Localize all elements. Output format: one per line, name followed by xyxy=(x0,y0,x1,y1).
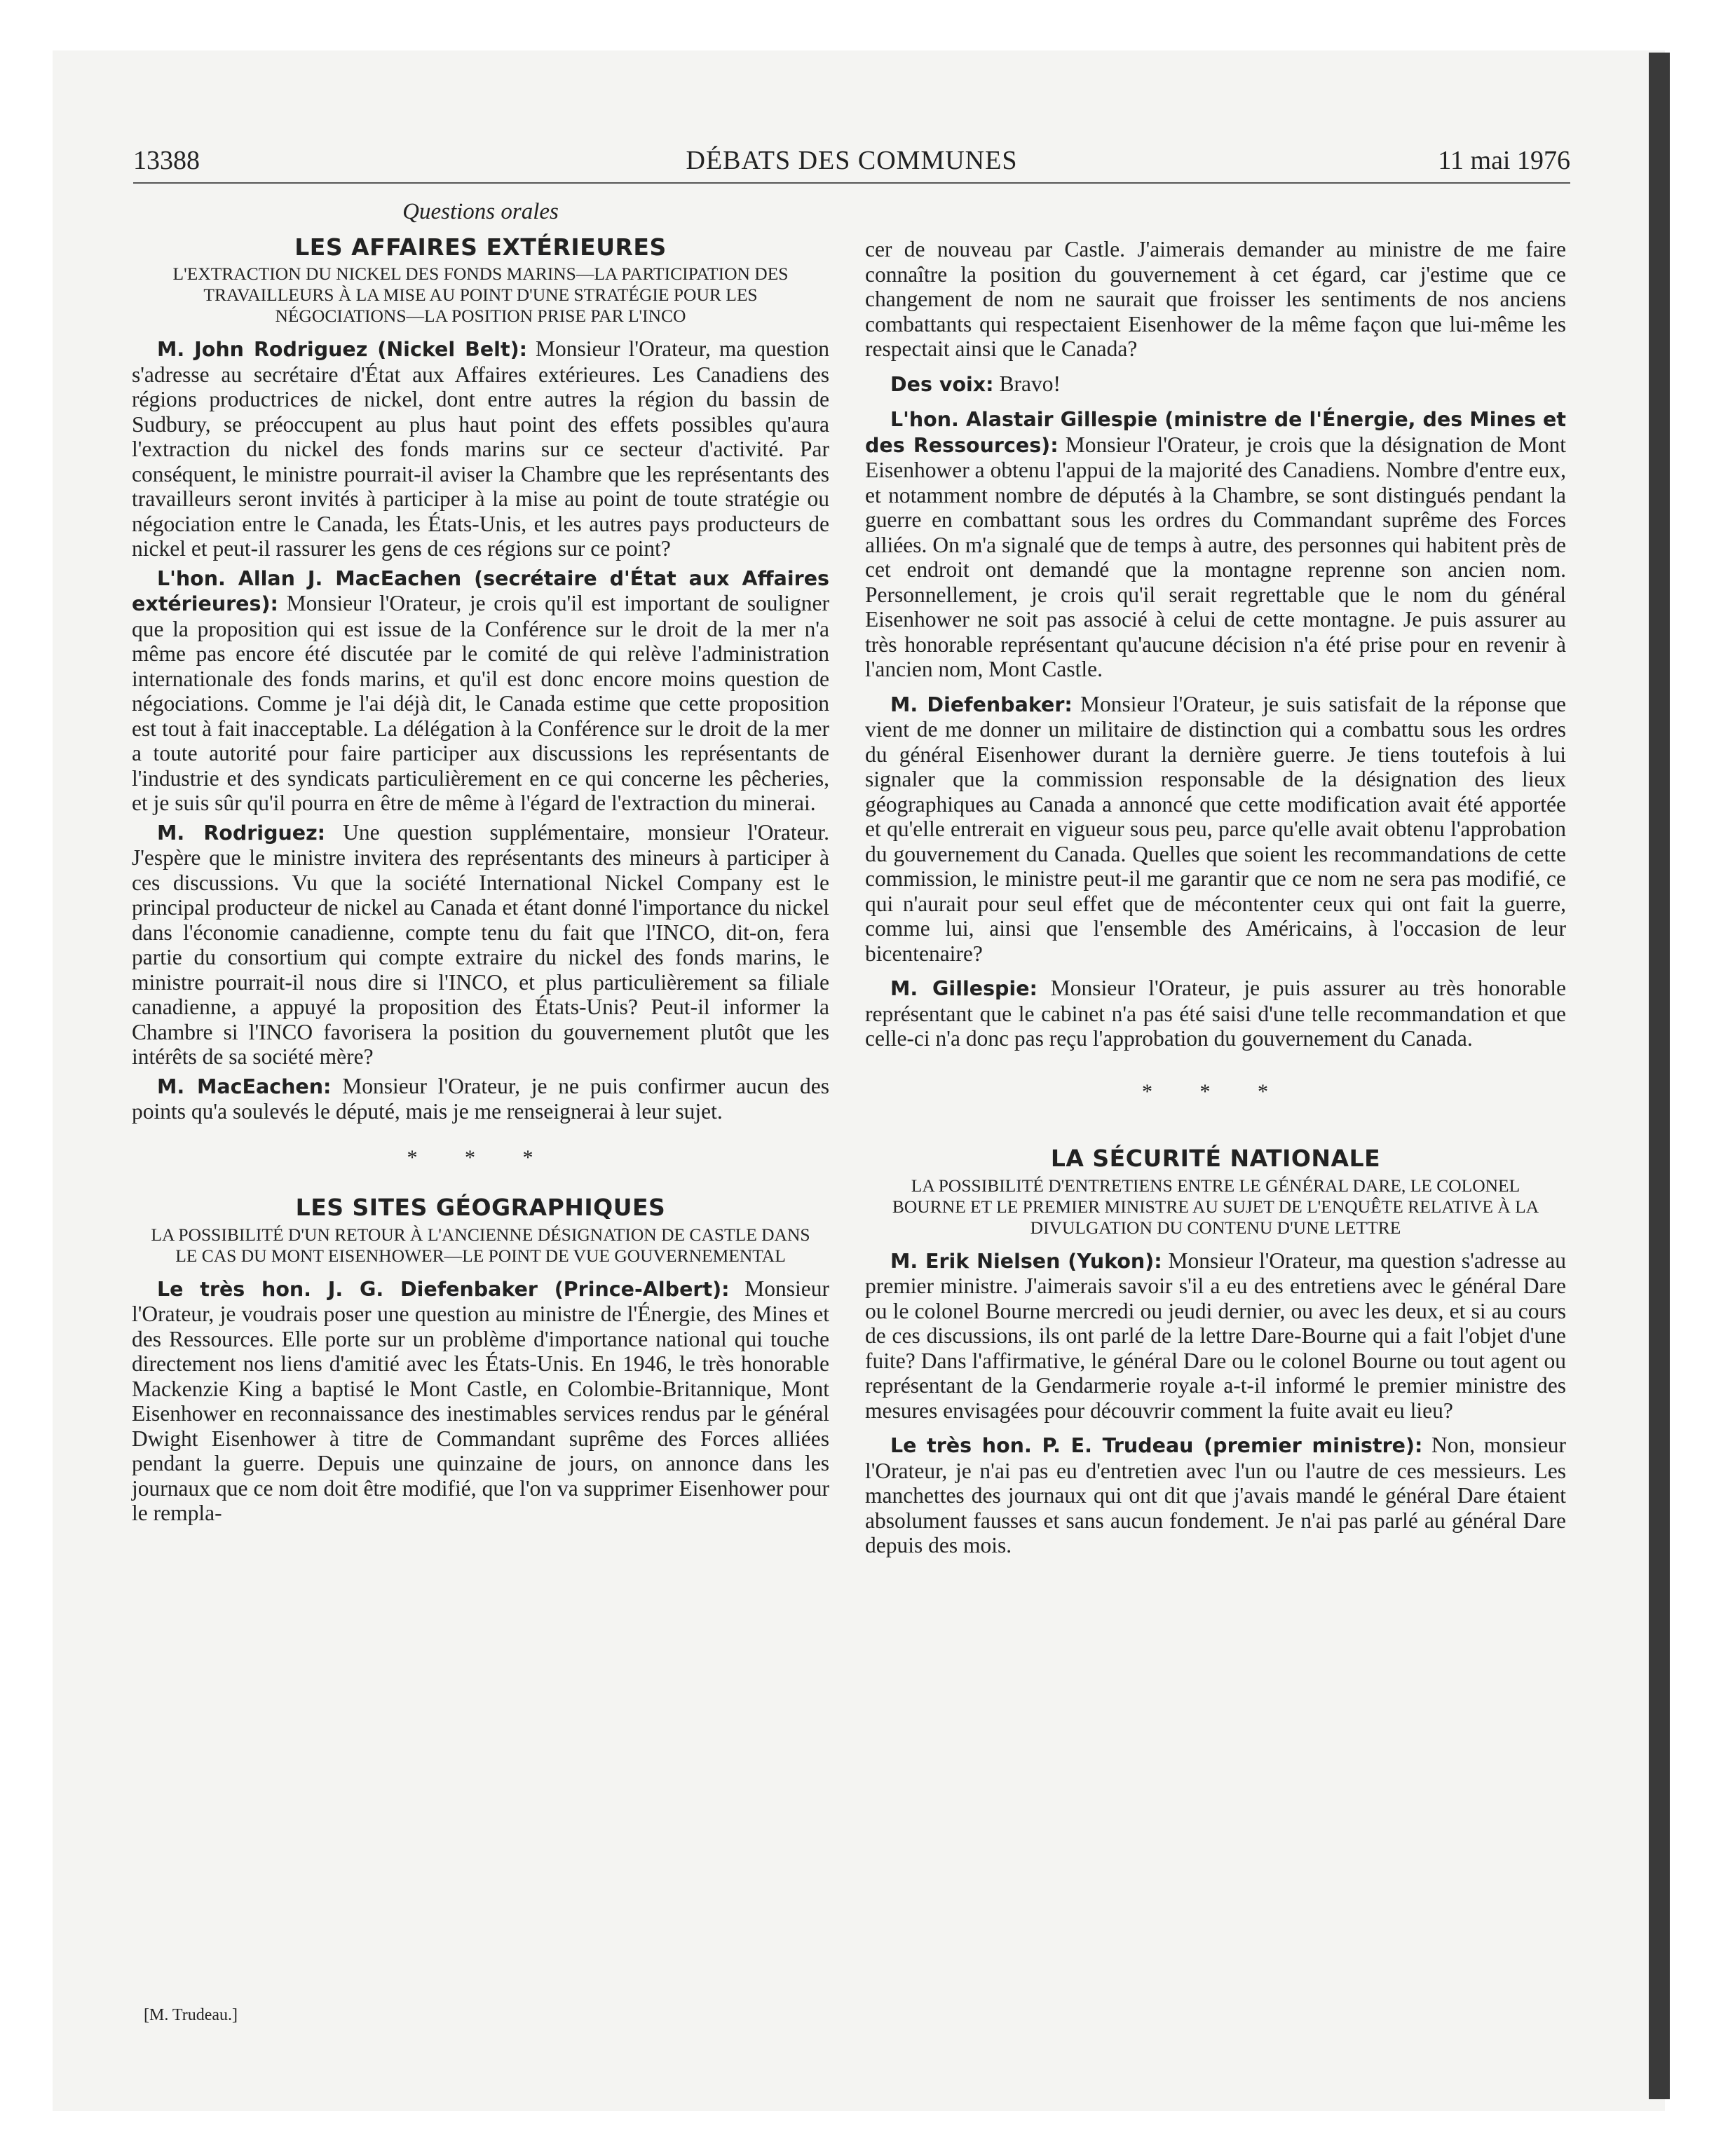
scan-edge-bar xyxy=(1649,53,1670,2099)
section-title-national-security: LA SÉCURITÉ NATIONALE xyxy=(1050,1145,1381,1172)
speech-text: Monsieur l'Orateur, je crois qu'il est important de souligner que la proposition qui est issue de la Conférence sur le droit de la mer n'a même pas encore été discutée par le comité de qui relève l'administration internationale des fonds marins, et qu'il est donc encore moins question de négociations. Comme je l'ai déjà dit, le Canada estime que cette proposition est tout à fait inacceptable. La délégation à la Conférence sur le droit de la mer a toute autorité pour faire participer aux discussions les représentants de l'industrie et des syndicats particulièrement en ce qui concerne les pêcheries, et je suis sûr qu'il pourra en être de même à l'égard de l'extraction du minerai. xyxy=(132,591,829,815)
speech-text: Monsieur l'Orateur, je suis satisfait de la réponse que vient de me donner un militaire de distinction qui a combattu sous les ordres du général Eisenhower durant la dernière guerre. Je tiens toutefois à lui signaler que la commission responsable de la désignation des lieux géographiques au Canada a annoncé que cette modification avait été apportée et qu'elle entrerait en vigueur sous peu, parce qu'elle avait obtenu l'approbation du gouvernement du Canada. Quelles que soient les recommandations de cette commission, le ministre peut-il me garantir que ce nom ne sera pas modifié, ce qui n'aurait pour seul effet que de mécontenter ceux qui ont fait la guerre, comme lui, ainsi que l'ensemble des Américains, à l'occasion de leur bicentenaire? xyxy=(865,691,1566,966)
page-title: DÉBATS DES COMMUNES xyxy=(686,146,1018,175)
section-separator: * * * xyxy=(407,1145,554,1169)
paragraph-gillespie-2 xyxy=(865,976,1566,1051)
footer-next-speaker: [M. Trudeau.] xyxy=(144,2006,238,2024)
speaker-name: Des voix: xyxy=(890,372,994,396)
right-column xyxy=(865,237,1566,1562)
speaker-name: M. Gillespie: xyxy=(890,977,1037,1000)
speaker-name: Le très hon. J. G. Diefenbaker (Prince-Albert): xyxy=(157,1277,730,1301)
speech-text: Bravo! xyxy=(993,371,1061,396)
speaker-name: M. MacEachen: xyxy=(157,1074,332,1098)
section-subtitle-geographic-sites: LA POSSIBILITÉ D'UN RETOUR À L'ANCIENNE DÉSIGNATION DE CASTLE DANS LE CAS DU MONT EISENHOWER—LE POINT DE VUE GOUVERNEMENTAL xyxy=(151,1224,810,1266)
speech-text: Non, monsieur l'Orateur, je n'ai pas eu d'entretien avec l'un ou l'autre de ces messieurs. Les manchettes des journaux qui ont dit que j'avais mandé le général Dare étaient absolument fausses et sans aucun fondement. Je n'ai pas parlé au général Dare depuis des mois. xyxy=(865,1433,1567,1557)
speaker-name: L'hon. Alastair Gillespie (ministre de l'Énergie, des Mines et des Ressources): xyxy=(865,408,1566,457)
speaker-name: M. Diefenbaker: xyxy=(890,692,1073,716)
paragraph-gillespie-1 xyxy=(865,407,1566,682)
paragraph-continuation: cer de nouveau par Castle. J'aimerais demander au ministre de me faire connaître la position du gouvernement à cet égard, car j'estime que ce changement de nom ne saurait que froisser les sentiments de nos anciens combattants qui respectaient Eisenhower de la même façon que lui-même les respectait ainsi que le Canada? xyxy=(865,237,1566,361)
section-title-geographic-sites: LES SITES GÉOGRAPHIQUES xyxy=(295,1194,666,1221)
left-column xyxy=(132,200,829,1530)
section-subtitle-foreign-affairs: L'EXTRACTION DU NICKEL DES FONDS MARINS—LA PARTICIPATION DES TRAVAILLEURS À LA MISE AU POINT D'UNE STRATÉGIE POUR LES NÉGOCIATIONS—LA POSITION PRISE PAR L'INCO xyxy=(172,264,789,326)
paragraph-diefenbaker-2 xyxy=(865,692,1566,967)
paragraph-maceachen-1 xyxy=(132,566,829,816)
page-header xyxy=(133,144,1570,184)
speaker-name: M. Rodriguez: xyxy=(157,821,326,845)
paragraph-maceachen-2 xyxy=(132,1074,829,1124)
subheading-oral-questions: Questions orales xyxy=(402,199,559,224)
speaker-name: Le très hon. P. E. Trudeau (premier ministre): xyxy=(890,1434,1423,1457)
speaker-name: M. Erik Nielsen (Yukon): xyxy=(890,1249,1162,1273)
paragraph-rodriguez-1 xyxy=(132,336,829,561)
speech-text: Une question supplémentaire, monsieur l'Orateur. J'espère que le ministre invitera des représentants des mineurs à participer à ces discussions. Vu que la société International Nickel Company est le principal producteur de nickel au Canada et étant donné l'importance du nickel dans l'économie canadienne, compte tenu du fait que l'INCO, dit-on, fera partie du consortium qui compte extraire du nickel des fonds marins, le ministre pourrait-il nous dire si l'INCO, et plus particulièrement sa filiale canadienne, a appuyé la proposition des États-Unis? Peut-il informer la Chambre si l'INCO favorisera la position du gouvernement plutôt que les intérêts de sa société mère? xyxy=(132,819,829,1069)
section-separator: * * * xyxy=(1142,1079,1289,1103)
speech-text: Monsieur l'Orateur, je puis assurer au très honorable représentant que le cabinet n'a pas été saisi d'une telle recommandation et que celle-ci n'a donc pas reçu l'approbation du gouvernement du Canada. xyxy=(865,976,1567,1051)
page-date: 11 mai 1976 xyxy=(1438,146,1570,175)
speech-text: Monsieur l'Orateur, je crois que la désignation de Mont Eisenhower a obtenu l'appui de la majorité des Canadiens. Nombre d'entre eux, et notamment nombre de députés à la Chambre, se sont distingués pendant la guerre en combattant sous les ordres du Commandant suprême des Forces alliées. On m'a signalé que de temps à autre, des personnes qui habitent près de cet endroit ont demandé que la montagne reprenne son ancien nom. Personnellement, je crois qu'il serait regrettable que le nom du général Eisenhower ne soit pas associé à celui de cette montagne. Je puis assurer au très honorable représentant qu'aucune décision n'a été prise pour en revenir à l'ancien nom, Mont Castle. xyxy=(865,432,1566,681)
speaker-name: M. John Rodriguez (Nickel Belt): xyxy=(157,338,527,361)
page-number: 13388 xyxy=(133,146,200,175)
section-subtitle-national-security: LA POSSIBILITÉ D'ENTRETIENS ENTRE LE GÉNÉRAL DARE, LE COLONEL BOURNE ET LE PREMIER MINISTRE AU SUJET DE L'ENQUÊTE RELATIVE À LA DIVULGATION DU CONTENU D'UNE LETTRE xyxy=(892,1175,1539,1238)
paragraph-nielsen xyxy=(865,1248,1566,1424)
paragraph-diefenbaker-1 xyxy=(132,1276,829,1526)
speaker-name: L'hon. Allan J. MacEachen (secrétaire d'État aux Affaires extérieures): xyxy=(132,566,829,615)
speech-text: Monsieur l'Orateur, je ne puis confirmer aucun des points qu'a soulevés le député, mais je me renseignerai à leur sujet. xyxy=(132,1073,829,1124)
paragraph-trudeau xyxy=(865,1433,1566,1558)
speech-text: Monsieur l'Orateur, je voudrais poser une question au ministre de l'Énergie, des Mines et des Ressources. Elle porte sur un problème d'importance national qui touche directement nos liens d'amitié avec les États-Unis. En 1946, le très honorable Mackenzie King a baptisé le Mont Castle, en Colombie-Britannique, Mont Eisenhower en reconnaissance des inestimables services rendus par le général Dwight Eisenhower à titre de Commandant suprême des Forces alliées pendant la guerre. Depuis une quinzaine de jours, on annonce dans les journaux que ce nom doit être modifié, que l'on va supprimer Eisenhower pour le rempla- xyxy=(132,1276,829,1525)
speech-text: Monsieur l'Orateur, ma question s'adresse au secrétaire d'État aux Affaires extérieures. Les Canadiens des régions productrices de nickel, dont entre autres la région du bassin de Sudbury, se préoccupent au plus haut point des effets possibles qu'aura l'extraction du nickel des fonds marins sur ce secteur d'activité. Par conséquent, le ministre pourrait-il aviser la Chambre que les représentants des travailleurs seront invités à participer à la mise au point de toute stratégie ou négociation entre le Canada, les États-Unis, et les autres pays producteurs de nickel et peut-il rassurer les gens de ces régions sur ce point? xyxy=(132,336,829,561)
section-title-foreign-affairs: LES AFFAIRES EXTÉRIEURES xyxy=(294,233,667,261)
paragraph-des-voix xyxy=(865,371,1566,397)
paragraph-rodriguez-2 xyxy=(132,820,829,1070)
speech-text: Monsieur l'Orateur, ma question s'adresse au premier ministre. J'aimerais savoir s'il a eu des entretiens avec le général Dare ou le colonel Bourne mercredi ou jeudi dernier, ou avec les deux, et si au cours de ces discussions, ils ont parlé de la lettre Dare-Bourne qui a fait l'objet d'une fuite? Dans l'affirmative, le général Dare ou le colonel Bourne ou tout agent ou représentant de la Gendarmerie royale a-t-il informé le premier ministre des mesures envisagées pour découvrir comment la fuite avait eu lieu? xyxy=(865,1248,1566,1423)
